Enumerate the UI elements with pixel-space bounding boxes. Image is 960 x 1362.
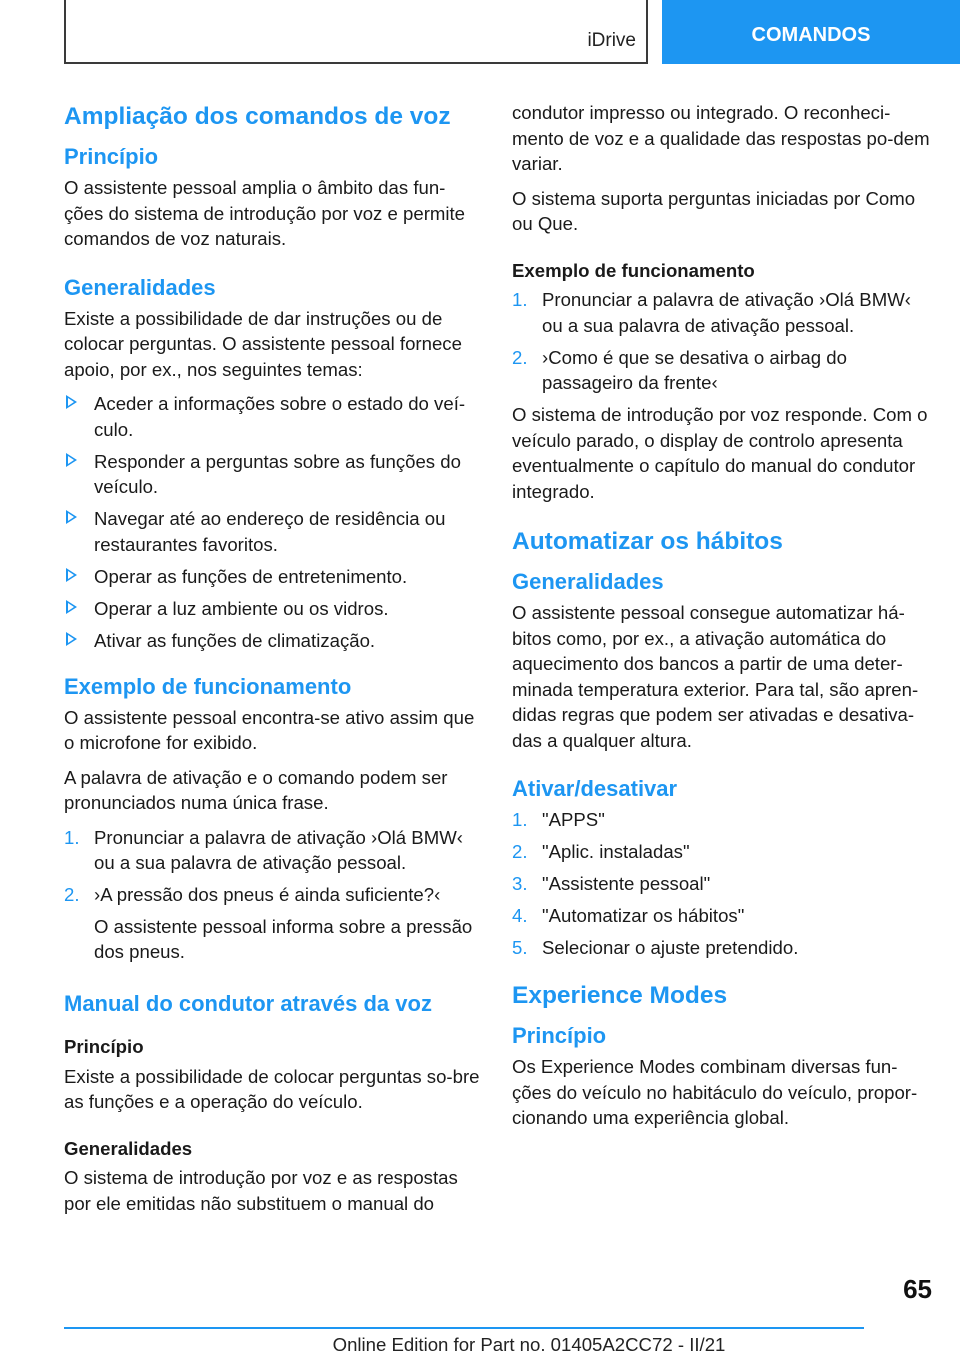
page-number: 65: [903, 1274, 932, 1304]
paragraph-como-que: O sistema suporta perguntas iniciadas por Como ou Que.: [512, 187, 916, 234]
step-item: 2. ›Como é que se desativa o airbag do passageiro da frente‹: [512, 346, 847, 393]
step-item: 5. Selecionar o ajuste pretendido.: [512, 937, 799, 958]
paragraph-manual-principio: Existe a possibilidade de colocar perguntas so-bre as funções e a operação do veículo.: [64, 1065, 480, 1112]
subheading-principio: Princípio: [64, 1036, 144, 1057]
topic-list: [64, 391, 482, 653]
steps-list: [64, 825, 482, 965]
heading-automatizar: Automatizar os hábitos: [512, 528, 783, 555]
list-item: Navegar até ao endereço de residência ou restaurantes favoritos.: [64, 506, 482, 557]
triangle-bullet-icon: [66, 453, 77, 467]
heading-ativar: Ativar/desativar: [512, 776, 678, 801]
heading-exp-principio: Princípio: [512, 1023, 607, 1048]
paragraph-exemplo-1: O assistente pessoal encontra-se ativo assim que o microfone for exibido.: [64, 706, 475, 753]
header-chapter-tab: COMANDOS: [662, 0, 960, 64]
step-item: 1. "APPS": [512, 809, 605, 830]
paragraph-generalidades: Existe a possibilidade de dar instruções ou de colocar perguntas. O assistente pessoal fornece apoio, por ex., nos seguintes temas:: [64, 307, 462, 380]
subheading-exemplo: Exemplo de funcionamento: [512, 259, 755, 281]
paragraph-principio: O assistente pessoal amplia o âmbito das fun-ções do sistema de introdução por voz e permite comandos de voz naturais.: [64, 177, 466, 249]
step-item: 2. "Aplic. instaladas": [512, 841, 690, 862]
paragraph-responde: O sistema de introdução por voz responde. Com o veículo parado, o display de controlo apresenta eventualmente o capítulo do manual do condutor integrado.: [512, 404, 928, 502]
subheading-generalidades: Generalidades: [64, 1137, 193, 1159]
heading-auto-generalidades: Generalidades: [512, 569, 664, 594]
heading-experience-modes: Experience Modes: [512, 982, 728, 1009]
list-item: Operar as funções de entretenimento.: [64, 564, 482, 590]
steps-list: [512, 287, 932, 396]
heading-ampliacao: Ampliação dos comandos de voz: [64, 103, 451, 130]
header-frame: [64, 0, 648, 64]
paragraph-manual-generalidades: O sistema de introdução por voz e as respostas por ele emitidas não substituem o manual do: [64, 1167, 458, 1214]
paragraph-continuation: condutor impresso ou integrado. O reconheci-mento de voz e a qualidade das respostas po-dem variar.: [512, 102, 930, 174]
heading-generalidades: Generalidades: [64, 274, 216, 300]
ativar-steps-list: [512, 807, 932, 961]
triangle-bullet-icon: [66, 632, 77, 646]
step-item: 3. "Assistente pessoal": [512, 873, 711, 894]
step-result: O assistente pessoal informa sobre a pressão dos pneus.: [94, 915, 473, 962]
list-item: Aceder a informações sobre o estado do veí-culo.: [64, 391, 482, 442]
list-item: Responder a perguntas sobre as funções do veículo.: [64, 449, 482, 500]
paragraph-auto-generalidades: O assistente pessoal consegue automatizar há-bitos como, por ex., a ativação automática do aquecimento dos bancos a partir de uma deter-minada temperatura exterior. Para tal, são apren-didas regras que podem ser ativadas e desativa-das a qualquer altura.: [512, 602, 919, 751]
heading-exemplo: Exemplo de funcionamento: [64, 673, 352, 699]
right-column: [512, 100, 932, 1140]
left-column: [64, 100, 482, 1225]
paragraph-exp-principio: Os Experience Modes combinam diversas fun-ções do veículo no habitáculo do veículo, propor-cionando uma experiência global.: [512, 1056, 918, 1128]
step-item: 4. "Automatizar os hábitos": [512, 905, 745, 926]
step-item: 1. Pronunciar a palavra de ativação ›Olá BMW‹ ou a sua palavra de ativação pessoal.: [64, 826, 463, 873]
list-item: Ativar as funções de climatização.: [64, 628, 482, 654]
footer-edition: Online Edition for Part no. 01405A2CC72 - II/21: [332, 1334, 726, 1355]
header-section-title: iDrive: [587, 30, 636, 51]
paragraph-exemplo-2: A palavra de ativação e o comando podem ser pronunciados numa única frase.: [64, 766, 448, 813]
triangle-bullet-icon: [66, 568, 77, 582]
triangle-bullet-icon: [66, 395, 77, 409]
heading-manual-voz: Manual do condutor através da voz: [64, 991, 432, 1016]
triangle-bullet-icon: [66, 510, 77, 524]
list-item: Operar a luz ambiente ou os vidros.: [64, 596, 482, 622]
step-item: 2. ›A pressão dos pneus é ainda suficiente?‹ O assistente pessoal informa sobre a pressão dos pneus.: [64, 882, 482, 965]
heading-principio: Princípio: [64, 144, 159, 169]
footer-divider: [64, 1327, 864, 1329]
step-item: 1. Pronunciar a palavra de ativação ›Olá BMW‹ ou a sua palavra de ativação pessoal.: [512, 289, 911, 336]
triangle-bullet-icon: [66, 600, 77, 614]
